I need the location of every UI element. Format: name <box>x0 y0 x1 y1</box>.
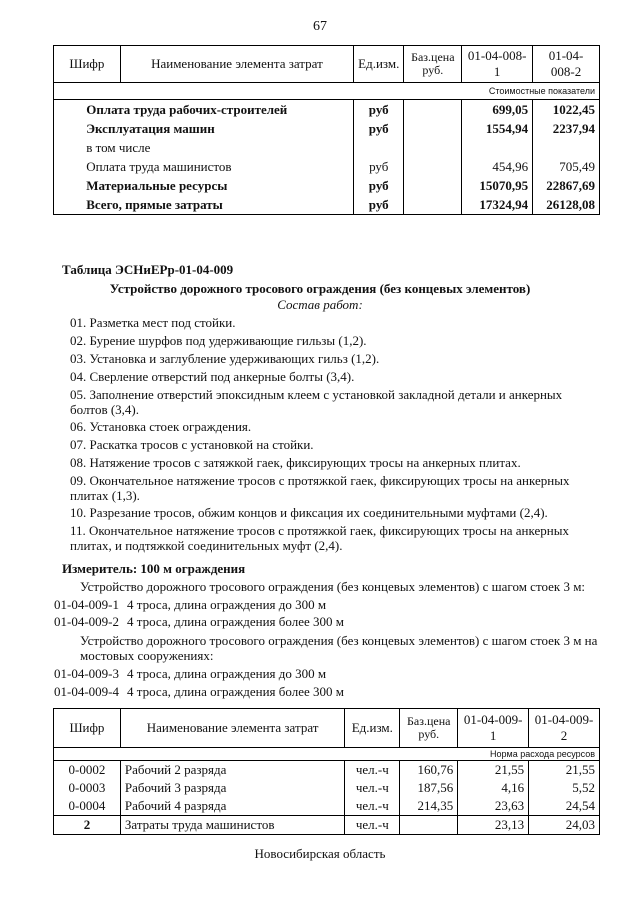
table-row <box>54 157 600 176</box>
row-name: Оплата труда рабочих-строителей <box>68 100 301 120</box>
row-value-1: 4,16 <box>458 779 529 797</box>
group-2-heading: Устройство дорожного тросового ограждения (без концевых элементов) с шагом стоек 3 м на мостовых сооружениях: <box>80 633 598 663</box>
header-col-2: 01-04-009-2 <box>529 709 600 748</box>
norm-text: 4 троса, длина ограждения более 300 м <box>127 614 344 629</box>
measure-unit: Измеритель: 100 м ограждения <box>62 561 246 576</box>
row-unit: руб <box>354 119 404 138</box>
row-unit: руб <box>354 100 404 120</box>
row-base-price: 187,56 <box>400 779 458 797</box>
row-code: 2 <box>54 816 121 835</box>
row-name: Эксплуатация машин <box>68 119 301 138</box>
header-base-price: Баз.цена руб. <box>400 709 458 748</box>
group-1-heading: Устройство дорожного тросового ограждения (без концевых элементов) с шагом стоек 3 м: <box>80 579 586 594</box>
row-value-2: 1022,45 <box>533 100 600 120</box>
row-name: Оплата труда машинистов <box>68 157 301 176</box>
work-item: 03. Установка и заглубление удерживающих гильз (1,2). <box>70 351 380 366</box>
table-subheader: Норма расхода ресурсов <box>54 748 600 761</box>
norm-item <box>54 666 326 682</box>
row-code: 0-0002 <box>54 761 121 780</box>
header-base-price: Баз.цена руб. <box>404 46 462 83</box>
row-name: Рабочий 4 разряда <box>120 797 344 816</box>
norm-item <box>54 614 344 630</box>
row-name: в том числе <box>68 138 301 157</box>
row-code: 0-0003 <box>54 779 121 797</box>
row-value-1: 699,05 <box>462 100 533 120</box>
table-subheader: Стоимостные показатели <box>54 83 600 100</box>
row-base-price: 214,35 <box>400 797 458 816</box>
row-unit: чел.-ч <box>345 761 400 780</box>
row-value-1: 21,55 <box>458 761 529 780</box>
row-unit: руб <box>354 176 404 195</box>
page-number: 67 <box>313 19 327 34</box>
row-value-2: 21,55 <box>529 761 600 780</box>
table-cell <box>404 176 462 195</box>
footer-region: Новосибирская область <box>254 846 386 861</box>
table-cell <box>404 195 462 215</box>
work-item: 10. Разрезание тросов, обжим концов и фиксация их соединительными муфтами (2,4). <box>70 505 548 520</box>
header-col-1: 01-04-008-1 <box>462 46 533 83</box>
row-name: Всего, прямые затраты <box>68 195 301 215</box>
table-header <box>54 46 600 83</box>
norm-item <box>54 684 344 700</box>
row-base-price: 160,76 <box>400 761 458 780</box>
row-unit <box>354 138 404 157</box>
resource-table <box>53 708 600 835</box>
row-value-2: 26128,08 <box>533 195 600 215</box>
row-value-1: 1554,94 <box>462 119 533 138</box>
row-unit: чел.-ч <box>345 816 400 835</box>
table-row <box>54 761 600 780</box>
norm-code: 01-04-009-3 <box>54 666 119 681</box>
work-item: 08. Натяжение тросов с затяжкой гаек, фиксирующих тросы на анкерных плитах. <box>70 455 521 470</box>
work-item: 04. Сверление отверстий под анкерные болты (3,4). <box>70 369 355 384</box>
norm-text: 4 троса, длина ограждения до 300 м <box>127 666 327 681</box>
table-row <box>54 195 600 215</box>
table-title: Таблица ЭСНиЕРр-01-04-009 <box>62 262 234 277</box>
row-name: Материальные ресурсы <box>68 176 301 195</box>
row-unit: руб <box>354 195 404 215</box>
row-value-1: 454,96 <box>462 157 533 176</box>
work-item: 07. Раскатка тросов с установкой на стойки. <box>70 437 314 452</box>
table-cell <box>404 119 462 138</box>
row-value-1 <box>462 138 533 157</box>
table-row <box>54 119 600 138</box>
row-value-2: 705,49 <box>533 157 600 176</box>
norm-item <box>54 597 326 613</box>
header-col-2: 01-04-008-2 <box>533 46 600 83</box>
norm-code: 01-04-009-2 <box>54 614 119 629</box>
row-unit: чел.-ч <box>345 779 400 797</box>
row-value-1: 17324,94 <box>462 195 533 215</box>
row-value-1: 23,63 <box>458 797 529 816</box>
header-unit: Ед.изм. <box>354 46 404 83</box>
header-code: Шифр <box>54 709 121 748</box>
row-name: Рабочий 2 разряда <box>120 761 344 780</box>
table-cell <box>404 157 462 176</box>
work-item: 01. Разметка мест под стойки. <box>70 315 236 330</box>
work-item: 05. Заполнение отверстий эпоксидным клеем с установкой закладной детали и анкерных болтов (3,4). <box>70 387 563 417</box>
header-code: Шифр <box>54 46 121 83</box>
cost-table <box>53 45 600 215</box>
row-value-1: 15070,95 <box>462 176 533 195</box>
table-header <box>54 709 600 748</box>
table-row <box>54 797 600 816</box>
works-heading: Состав работ: <box>277 297 363 312</box>
row-value-2 <box>533 138 600 157</box>
row-name: Затраты труда машинистов <box>120 816 344 835</box>
row-code: 0-0004 <box>54 797 121 816</box>
section-title: Устройство дорожного тросового ограждения (без концевых элементов) <box>109 281 531 296</box>
work-item: 09. Окончательное натяжение тросов с протяжкой гаек, фиксирующих тросы на анкерных плитах (1,3). <box>70 473 570 503</box>
table-row <box>54 176 600 195</box>
row-unit: руб <box>354 157 404 176</box>
header-unit: Ед.изм. <box>345 709 400 748</box>
norm-code: 01-04-009-4 <box>54 684 119 699</box>
table-row <box>54 138 600 157</box>
row-name: Рабочий 3 разряда <box>120 779 344 797</box>
table-cell <box>404 100 462 120</box>
norm-text: 4 троса, длина ограждения до 300 м <box>127 597 327 612</box>
row-value-1: 23,13 <box>458 816 529 835</box>
header-name: Наименование элемента затрат <box>120 46 353 83</box>
norm-code: 01-04-009-1 <box>54 597 119 612</box>
header-name: Наименование элемента затрат <box>120 709 344 748</box>
row-value-2: 24,03 <box>529 816 600 835</box>
norm-text: 4 троса, длина ограждения более 300 м <box>127 684 344 699</box>
work-item: 02. Бурение шурфов под удерживающие гильзы (1,2). <box>70 333 367 348</box>
work-item: 11. Окончательное натяжение тросов с протяжкой гаек, фиксирующих тросы на анкерных плитах, и подтяжкой соединительных муфт (2,4). <box>70 523 569 553</box>
table-row <box>54 100 600 120</box>
table-row <box>54 816 600 835</box>
row-unit: чел.-ч <box>345 797 400 816</box>
row-base-price <box>400 816 458 835</box>
table-cell <box>404 138 462 157</box>
work-item: 06. Установка стоек ограждения. <box>70 419 252 434</box>
row-value-2: 2237,94 <box>533 119 600 138</box>
row-value-2: 5,52 <box>529 779 600 797</box>
header-col-1: 01-04-009-1 <box>458 709 529 748</box>
row-value-2: 22867,69 <box>533 176 600 195</box>
table-row <box>54 779 600 797</box>
row-value-2: 24,54 <box>529 797 600 816</box>
